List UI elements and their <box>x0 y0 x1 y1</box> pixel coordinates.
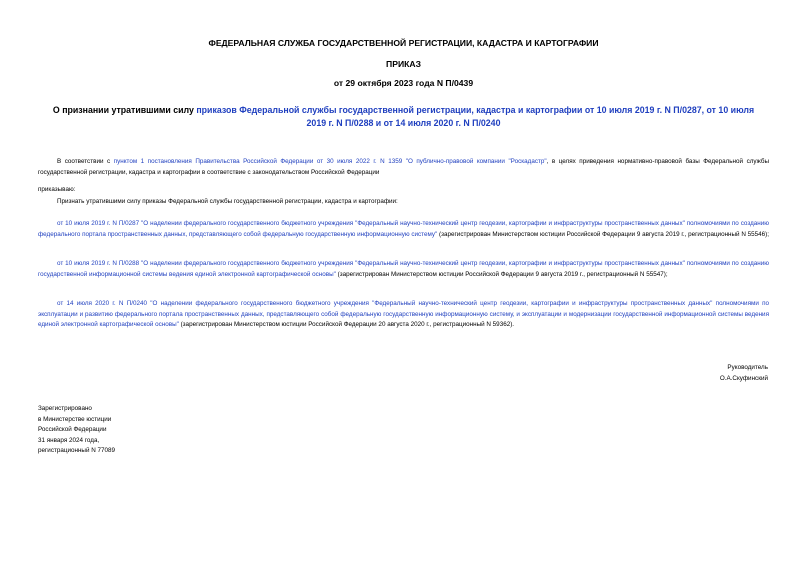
list-item-link[interactable]: от 10 июля 2019 г. N П/0288 "О наделении федерального государственного бюджетного учреждения "Федеральный научно-технический центр геодезии, картографии и инфраструктуры пространственных данных" полномочиями по созданию государственной информационной системы ведения единой электронной картографической основы" <box>38 260 769 278</box>
list-item-link[interactable]: от 14 июля 2020 г. N П/0240 "О наделении федерального государственного бюджетного учреждения "Федеральный научно-технический центр геодезии, картографии и инфраструктуры пространственных данных" полномочиями по эксплуатации и развитию федерального портала пространственных данных, представляющего собой федеральную государственную информационную систему, и эксплуатации и модернизации государственной информационной системы ведения единой электронной картографической основы" <box>38 300 769 328</box>
document-type-heading: ПРИКАЗ <box>386 59 421 69</box>
list-item-tail: (зарегистрирован Министерством юстиции Российской Федерации 9 августа 2019 г., регистрационный N 55546); <box>437 230 769 238</box>
preamble-link[interactable]: пунктом 1 постановления Правительства Российской Федерации от 30 июля 2022 г. N 1359 "О публично-правовой компании "Роскадастр" <box>113 158 547 165</box>
list-item <box>38 259 769 280</box>
list-item <box>38 219 769 240</box>
title-prefix: О признании утратившими силу <box>52 105 197 115</box>
signature-name: О.А.Скуфинский <box>719 374 768 382</box>
document-date-number: от 29 октября 2023 года N П/0439 <box>333 78 474 88</box>
signature-position: Руководитель <box>727 364 768 371</box>
list-item-tail: (зарегистрирован Министерством юстиции Российской Федерации 20 августа 2020 г., регистрационный N 59362). <box>178 321 515 328</box>
list-item <box>38 299 769 331</box>
registration-line: Российской Федерации <box>38 426 107 433</box>
registration-line: 31 января 2024 года, <box>38 436 100 444</box>
preamble-end: , в целях приведения нормативно-правовой базы Федеральной службы государственной регистрации, кадастра и картографии в соответствие с законодательством Российской Федерации <box>38 158 770 176</box>
title-link[interactable]: приказов Федеральной службы государственной регистрации, кадастра и картографии от 10 июля 2019 г. N П/0287, от 10 июля 2019 г. N П/0288 и от 14 июля 2020 г. N П/0240 <box>196 105 755 128</box>
organization-heading: ФЕДЕРАЛЬНАЯ СЛУЖБА ГОСУДАРСТВЕННОЙ РЕГИСТРАЦИИ, КАДАСТРА И КАРТОГРАФИИ <box>208 38 599 48</box>
registration-line: в Министерстве юстиции <box>38 415 112 423</box>
document-title <box>46 104 761 130</box>
list-item-tail: (зарегистрирован Министерством юстиции Российской Федерации 9 августа 2019 г., регистрационный N 55547); <box>335 270 668 278</box>
registration-line: Зарегистрировано <box>38 405 92 412</box>
registration-block <box>38 404 115 457</box>
list-item-link[interactable]: от 10 июля 2019 г. N П/0287 "О наделении федерального государственного бюджетного учреждения "Федеральный научно-технический центр геодезии, картографии и инфраструктуры пространственных данных" полномочиями по созданию федерального портала пространственных данных, представляющего собой федеральную государственную информационную систему" <box>38 220 769 238</box>
order-intro: Признать утратившими силу приказы Федеральной службы государственной регистрации, кадастра и картографии: <box>57 198 398 205</box>
signature-block <box>720 363 768 384</box>
preamble-paragraph <box>38 157 769 178</box>
preamble-start: В соответствии с <box>57 158 114 165</box>
registration-line: регистрационный N 77089 <box>38 447 116 454</box>
order-word: приказываю: <box>38 186 76 193</box>
